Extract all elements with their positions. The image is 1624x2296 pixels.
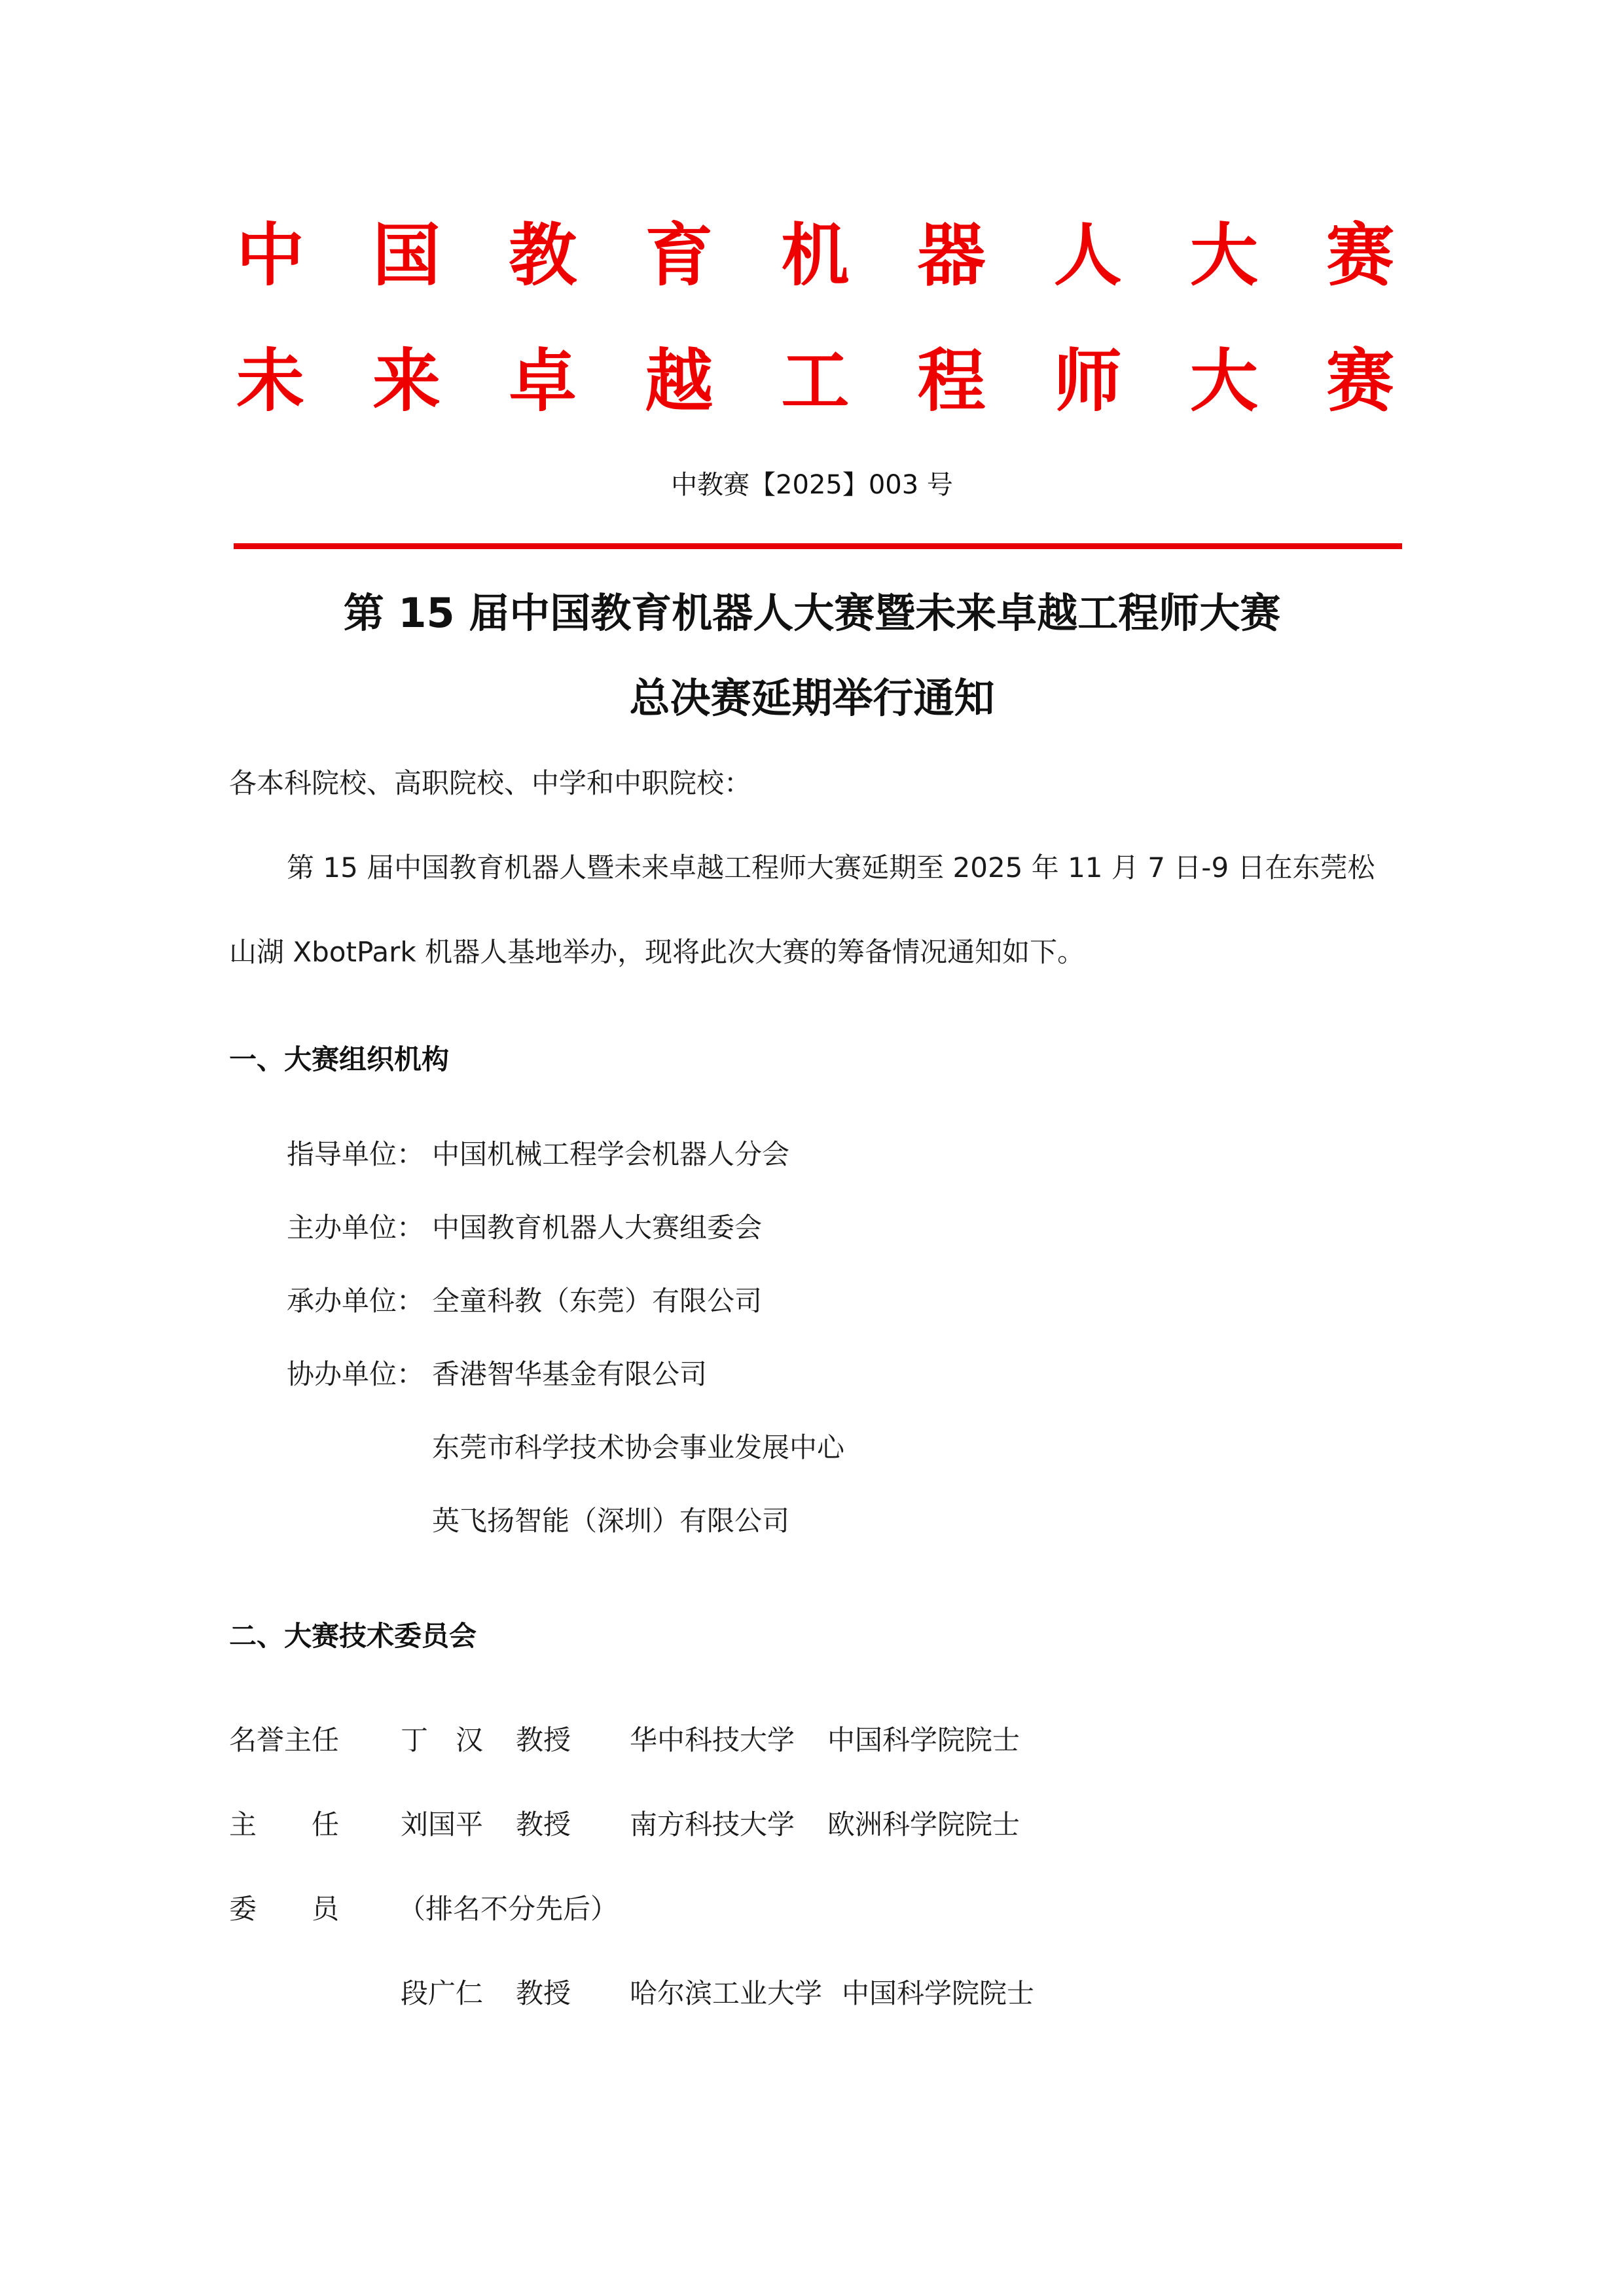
letterhead-char: 程 xyxy=(917,341,986,421)
committee-role: 名誉主任 xyxy=(229,1724,340,1756)
committee-note: （排名不分先后） xyxy=(398,1893,619,1925)
letterhead-char: 人 xyxy=(1053,215,1122,295)
committee-university: 华中科技大学 xyxy=(630,1724,795,1756)
org-row-guidance xyxy=(287,1136,789,1173)
letterhead-char: 教 xyxy=(509,215,577,295)
org-value: 中国机械工程学会机器人分会 xyxy=(432,1138,790,1170)
committee-row-honorary-director xyxy=(229,1722,1146,1759)
letterhead-char: 育 xyxy=(645,215,713,295)
org-value: 英飞扬智能（深圳）有限公司 xyxy=(432,1505,790,1537)
committee-row-director xyxy=(229,1806,1146,1843)
committee-university: 哈尔滨工业大学 xyxy=(630,1977,823,2009)
letterhead-char: 师 xyxy=(1053,341,1122,421)
letterhead-char: 卓 xyxy=(509,341,577,421)
letterhead-char: 国 xyxy=(372,215,441,295)
letterhead-char: 来 xyxy=(372,341,441,421)
committee-honor: 欧洲科学院院士 xyxy=(827,1808,1020,1840)
letterhead-char: 越 xyxy=(645,341,713,421)
committee-name: 刘国平 xyxy=(401,1808,484,1840)
letterhead-char: 赛 xyxy=(1326,215,1394,295)
document-number: 中教赛【2025】003 号 xyxy=(671,470,953,500)
committee-honor: 中国科学院院士 xyxy=(842,1977,1035,2009)
letterhead-char: 中 xyxy=(236,215,304,295)
intro-paragraph-line-2: 山湖 XbotPark 机器人基地举办，现将此次大赛的筹备情况通知如下。 xyxy=(229,936,1085,968)
org-label: 承办单位： xyxy=(287,1285,425,1317)
notice-title-line-2: 总决赛延期举行通知 xyxy=(629,674,995,722)
letterhead-char: 大 xyxy=(1189,215,1258,295)
committee-honor: 中国科学院院士 xyxy=(827,1724,1020,1756)
committee-name: 段广仁 xyxy=(401,1977,484,2009)
letterhead-char: 赛 xyxy=(1326,341,1394,421)
org-label: 主办单位： xyxy=(287,1211,425,1244)
org-row-organizer xyxy=(287,1283,762,1319)
committee-row-members-label xyxy=(229,1891,1146,1928)
letterhead-char: 器 xyxy=(917,215,986,295)
org-row-host xyxy=(287,1210,762,1246)
notice-title-line-1: 第 15 届中国教育机器人大赛暨未来卓越工程师大赛 xyxy=(343,589,1281,637)
org-row-co-organizer xyxy=(287,1356,707,1393)
org-label: 协办单位： xyxy=(287,1358,425,1390)
letterhead-char: 机 xyxy=(781,215,850,295)
section-heading-organization: 一、大赛组织机构 xyxy=(229,1043,450,1075)
org-value: 全童科教（东莞）有限公司 xyxy=(432,1285,763,1317)
letterhead-char: 大 xyxy=(1189,341,1258,421)
letterhead-char: 工 xyxy=(781,341,850,421)
org-row-co-organizer-2 xyxy=(287,1429,844,1466)
letterhead-divider xyxy=(234,543,1402,549)
committee-university: 南方科技大学 xyxy=(630,1808,795,1840)
org-value: 中国教育机器人大赛组委会 xyxy=(432,1211,763,1244)
org-value: 香港智华基金有限公司 xyxy=(432,1358,708,1390)
letterhead-line-2 xyxy=(234,341,1396,421)
letterhead-char: 未 xyxy=(236,341,304,421)
intro-paragraph-line-1: 第 15 届中国教育机器人暨未来卓越工程师大赛延期至 2025 年 11 月 7 日-9 日在东莞松 xyxy=(287,852,1375,884)
org-row-co-organizer-3 xyxy=(287,1503,789,1539)
committee-title: 教授 xyxy=(516,1808,571,1840)
letterhead-line-1 xyxy=(234,215,1396,295)
committee-role: 主 任 xyxy=(229,1808,340,1840)
committee-title: 教授 xyxy=(516,1724,571,1756)
committee-row-member xyxy=(229,1975,1146,2012)
section-heading-committee: 二、大赛技术委员会 xyxy=(229,1620,477,1652)
committee-title: 教授 xyxy=(516,1977,571,2009)
salutation: 各本科院校、高职院校、中学和中职院校： xyxy=(229,767,752,799)
org-label: 指导单位： xyxy=(287,1138,425,1170)
org-value: 东莞市科学技术协会事业发展中心 xyxy=(432,1431,845,1463)
committee-name: 丁 汉 xyxy=(401,1724,484,1756)
committee-role: 委 员 xyxy=(229,1893,340,1925)
